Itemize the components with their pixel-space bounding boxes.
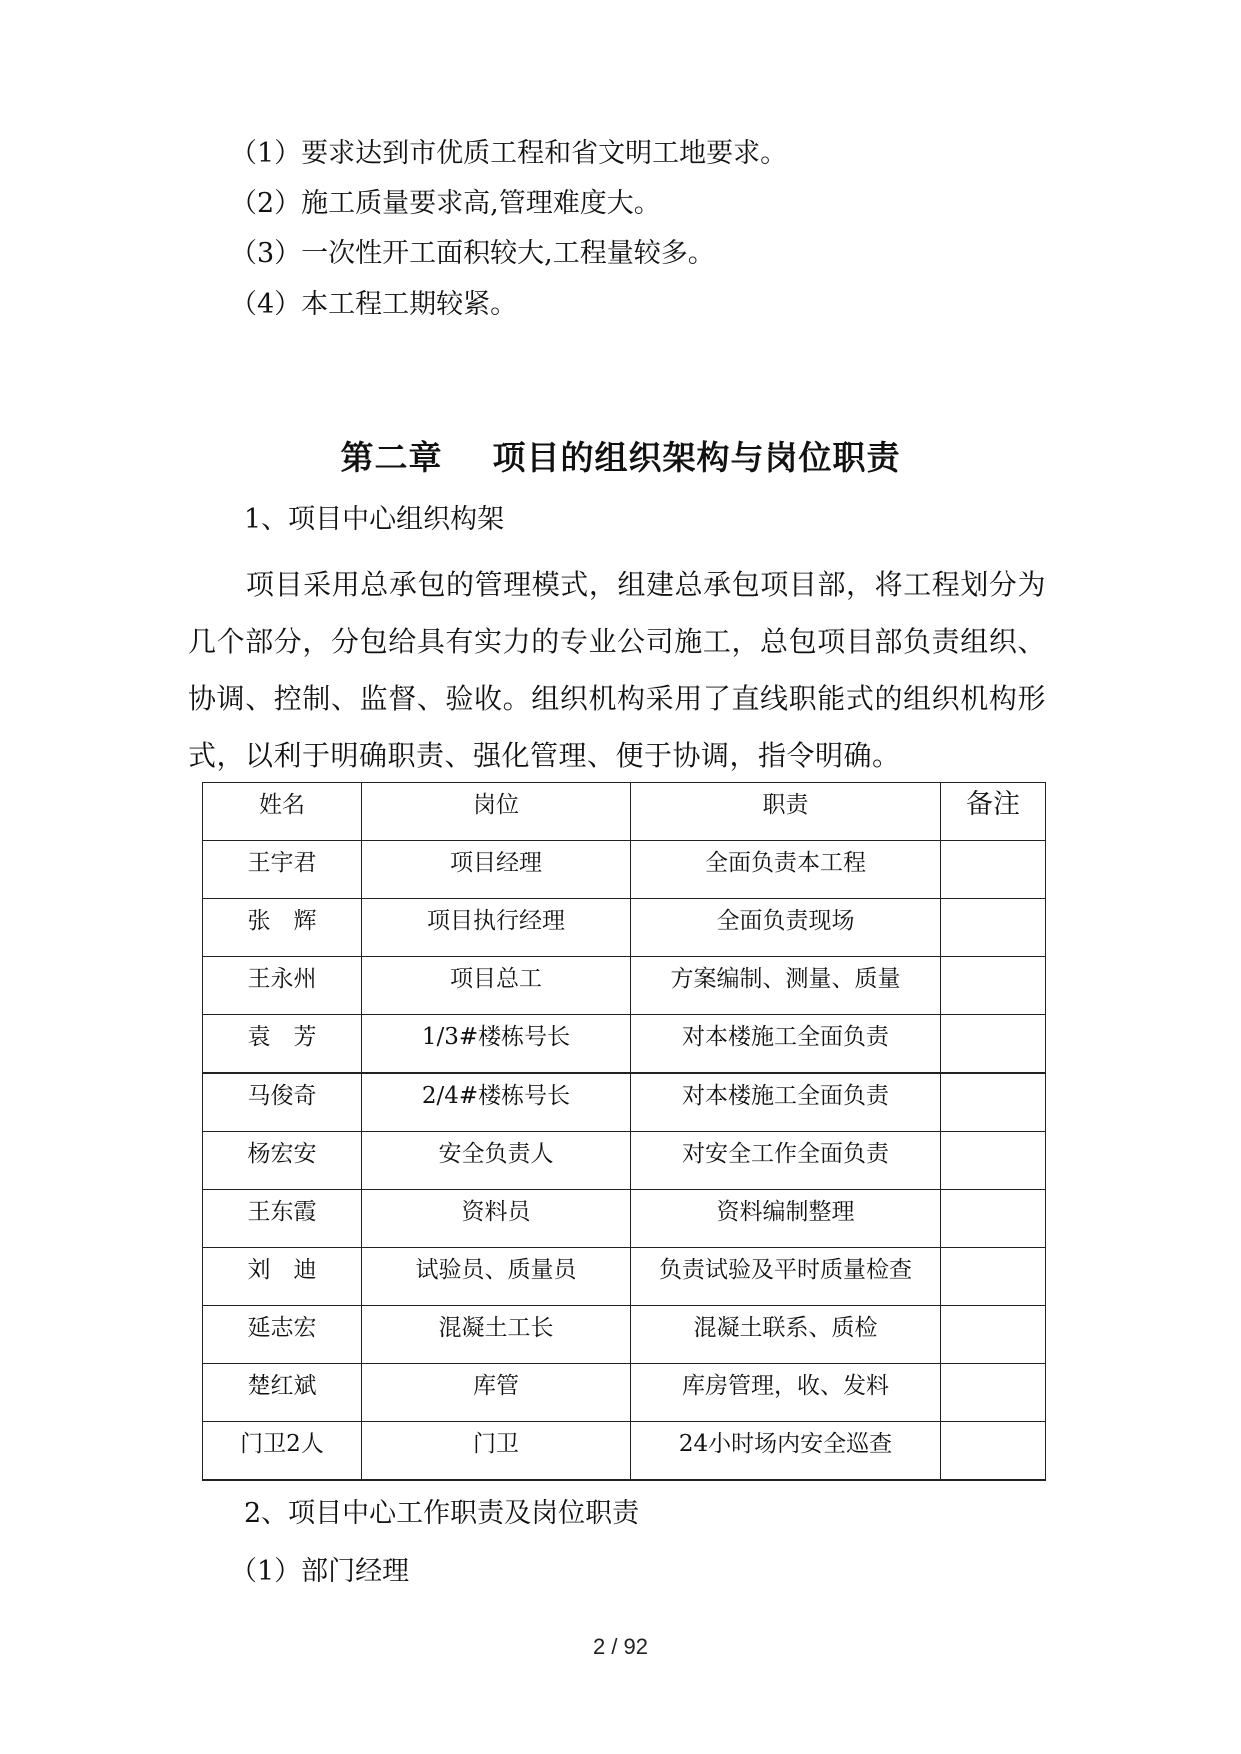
cell-remark [941, 1073, 1046, 1132]
cell-name: 延志宏 [203, 1306, 362, 1364]
section2-heading: 2、项目中心工作职责及岗位职责 [244, 1498, 640, 1529]
cell-remark [941, 841, 1046, 899]
header-name: 姓名 [203, 783, 362, 841]
cell-remark [941, 1248, 1046, 1306]
cell-name: 楚红斌 [203, 1364, 362, 1422]
cell-duty: 混凝土联系、质检 [631, 1306, 941, 1364]
cell-remark [941, 1132, 1046, 1190]
cell-duty: 库房管理，收、发料 [631, 1364, 941, 1422]
cell-position: 项目执行经理 [362, 899, 631, 957]
section2-subheading: （1）部门经理 [230, 1556, 410, 1587]
table-row [203, 1248, 1046, 1306]
cell-remark [941, 1015, 1046, 1074]
chapter-title: 第二章 项目的组织架构与岗位职责 [340, 438, 901, 477]
cell-name: 门卫2人 [203, 1422, 362, 1481]
cell-position: 2/4#楼栋号长 [362, 1073, 631, 1132]
staff-table [202, 782, 1046, 1481]
cell-remark [941, 1306, 1046, 1364]
cell-position: 项目总工 [362, 957, 631, 1015]
cell-duty: 对本楼施工全面负责 [631, 1073, 941, 1132]
page-number: 2 / 92 [592, 1634, 649, 1659]
requirement-item-2: （2）施工质量要求高,管理难度大。 [230, 188, 661, 219]
cell-duty: 全面负责本工程 [631, 841, 941, 899]
cell-remark [941, 899, 1046, 957]
cell-duty: 24小时场内安全巡查 [631, 1422, 941, 1481]
section1-heading: 1、项目中心组织构架 [244, 504, 505, 535]
cell-position: 门卫 [362, 1422, 631, 1481]
cell-name: 王永州 [203, 957, 362, 1015]
table-row [203, 1132, 1046, 1190]
table-row [203, 1073, 1046, 1132]
requirement-item-4: （4）本工程工期较紧。 [230, 289, 518, 320]
cell-remark [941, 1190, 1046, 1248]
cell-name: 张 辉 [203, 899, 362, 957]
cell-position: 库管 [362, 1364, 631, 1422]
cell-name: 王宇君 [203, 841, 362, 899]
cell-name: 刘 迪 [203, 1248, 362, 1306]
table-header-row [203, 783, 1046, 841]
cell-duty: 对安全工作全面负责 [631, 1132, 941, 1190]
table-row [203, 1015, 1046, 1074]
cell-position: 1/3#楼栋号长 [362, 1015, 631, 1074]
cell-duty: 对本楼施工全面负责 [631, 1015, 941, 1074]
cell-name: 袁 芳 [203, 1015, 362, 1074]
table-row [203, 841, 1046, 899]
table-row [203, 957, 1046, 1015]
table-row [203, 1422, 1046, 1481]
cell-position: 试验员、质量员 [362, 1248, 631, 1306]
cell-position: 资料员 [362, 1190, 631, 1248]
cell-position: 项目经理 [362, 841, 631, 899]
requirement-item-1: （1）要求达到市优质工程和省文明工地要求。 [230, 138, 788, 169]
table-row [203, 1190, 1046, 1248]
cell-remark [941, 1364, 1046, 1422]
cell-name: 王东霞 [203, 1190, 362, 1248]
table-row [203, 1364, 1046, 1422]
cell-remark [941, 1422, 1046, 1481]
cell-duty: 全面负责现场 [631, 899, 941, 957]
cell-duty: 方案编制、测量、质量 [631, 957, 941, 1015]
table-row [203, 1306, 1046, 1364]
table-row [203, 899, 1046, 957]
requirement-item-3: （3）一次性开工面积较大,工程量较多。 [230, 238, 715, 269]
cell-position: 安全负责人 [362, 1132, 631, 1190]
cell-remark [941, 957, 1046, 1015]
header-remark: 备注 [941, 783, 1046, 841]
section1-paragraph: 项目采用总承包的管理模式，组建总承包项目部，将工程划分为几个部分，分包给具有实力的专业公司施工，总包项目部负责组织、协调、控制、监督、验收。组织机构采用了直线职能式的组织机构形式，以利于明确职责、强化管理、便于协调，指令明确。 [188, 568, 1046, 772]
cell-duty: 负责试验及平时质量检查 [631, 1248, 941, 1306]
header-position: 岗位 [362, 783, 631, 841]
cell-name: 杨宏安 [203, 1132, 362, 1190]
cell-duty: 资料编制整理 [631, 1190, 941, 1248]
cell-name: 马俊奇 [203, 1073, 362, 1132]
header-duty: 职责 [631, 783, 941, 841]
cell-position: 混凝土工长 [362, 1306, 631, 1364]
